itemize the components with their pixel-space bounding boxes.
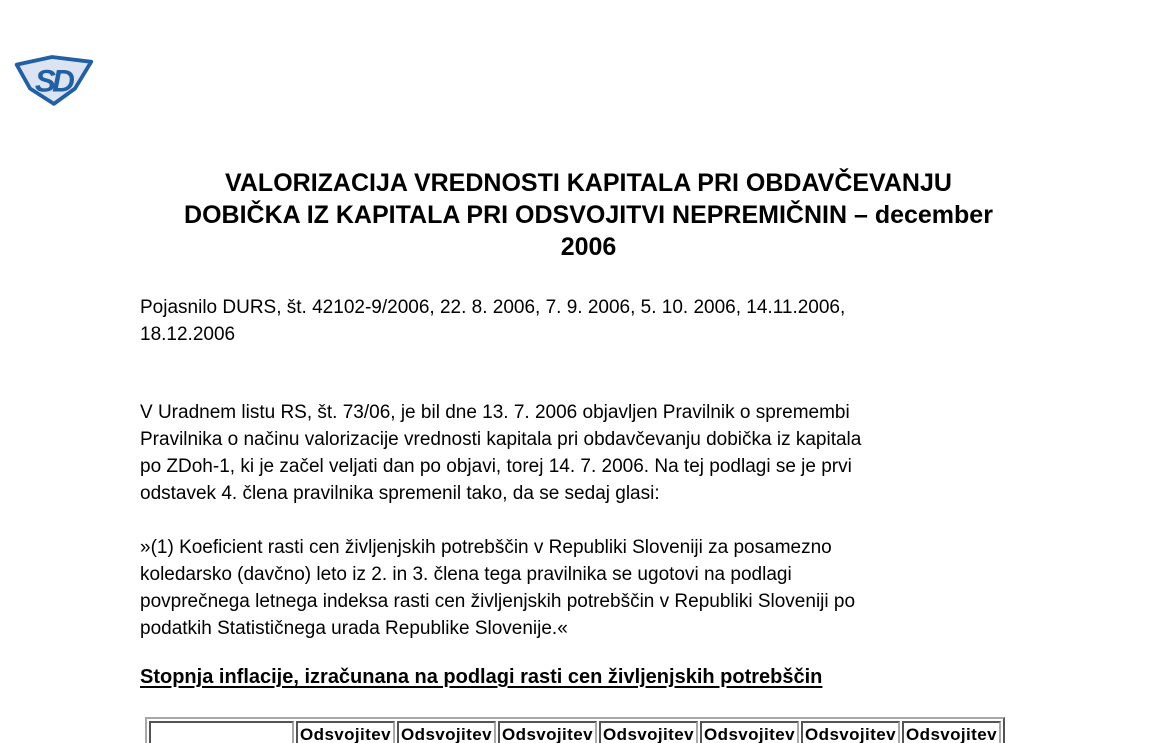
table-header-cell: Odsvojitev: [902, 721, 1001, 743]
paragraph-line: odstavek 4. člena pravilnika spremenil tako, da se sedaj glasi:: [140, 483, 660, 504]
document-title: [140, 167, 1037, 263]
paragraph-line: Pravilnika o načinu valorizacije vrednosti kapitala pri obdavčevanju dobička iz kapitala: [140, 429, 862, 450]
quote-paragraph: [140, 534, 1045, 642]
inflation-table: [145, 717, 1005, 743]
table-header-cell: Odsvojitev: [296, 721, 395, 743]
logo-letters: SD: [34, 62, 72, 99]
table-header-cell: Odsvojitev: [801, 721, 900, 743]
section-heading: Stopnja inflacije, izračunana na podlagi rasti cen življenjskih potrebščin: [140, 666, 823, 688]
table-header-cell: Odsvojitev: [498, 721, 597, 743]
reference-line: Pojasnilo DURS, št. 42102-9/2006, 22. 8. 2006, 7. 9. 2006, 5. 10. 2006, 14.11.2006,: [140, 297, 846, 318]
table-header-cell: Odsvojitev: [700, 721, 799, 743]
table-header-row: [149, 721, 1001, 743]
reference-line: 18.12.2006: [140, 324, 236, 345]
reference-paragraph: [140, 294, 1045, 348]
sd-logo-icon: [10, 51, 96, 107]
paragraph-line: V Uradnem listu RS, št. 73/06, je bil dne 13. 7. 2006 objavljen Pravilnik o spremembi: [140, 402, 850, 423]
paragraph-line: povprečnega letnega indeksa rasti cen življenjskih potrebščin v Republiki Sloveniji po: [140, 591, 856, 612]
table-header-cell: Odsvojitev: [397, 721, 496, 743]
paragraph-line: podatkih Statističnega urada Republike Slovenije.«: [140, 618, 568, 639]
paragraph-line: koledarsko (davčno) leto iz 2. in 3. člena tega pravilnika se ugotovi na podlagi: [140, 564, 792, 585]
table-corner-cell: [149, 721, 294, 743]
table-header-cell: Odsvojitev: [599, 721, 698, 743]
paragraph-line: »(1) Koeficient rasti cen življenjskih potrebščin v Republiki Sloveniji za posamezno: [140, 537, 832, 558]
title-line: 2006: [560, 233, 617, 261]
paragraph-line: po ZDoh-1, ki je začel veljati dan po objavi, torej 14. 7. 2006. Na tej podlagi se je prvi: [140, 456, 852, 477]
title-line: DOBIČKA IZ KAPITALA PRI ODSVOJITVI NEPREMIČNIN – december: [184, 201, 993, 229]
intro-paragraph: [140, 399, 1045, 507]
title-line: VALORIZACIJA VREDNOSTI KAPITALA PRI OBDAVČEVANJU: [225, 169, 952, 197]
